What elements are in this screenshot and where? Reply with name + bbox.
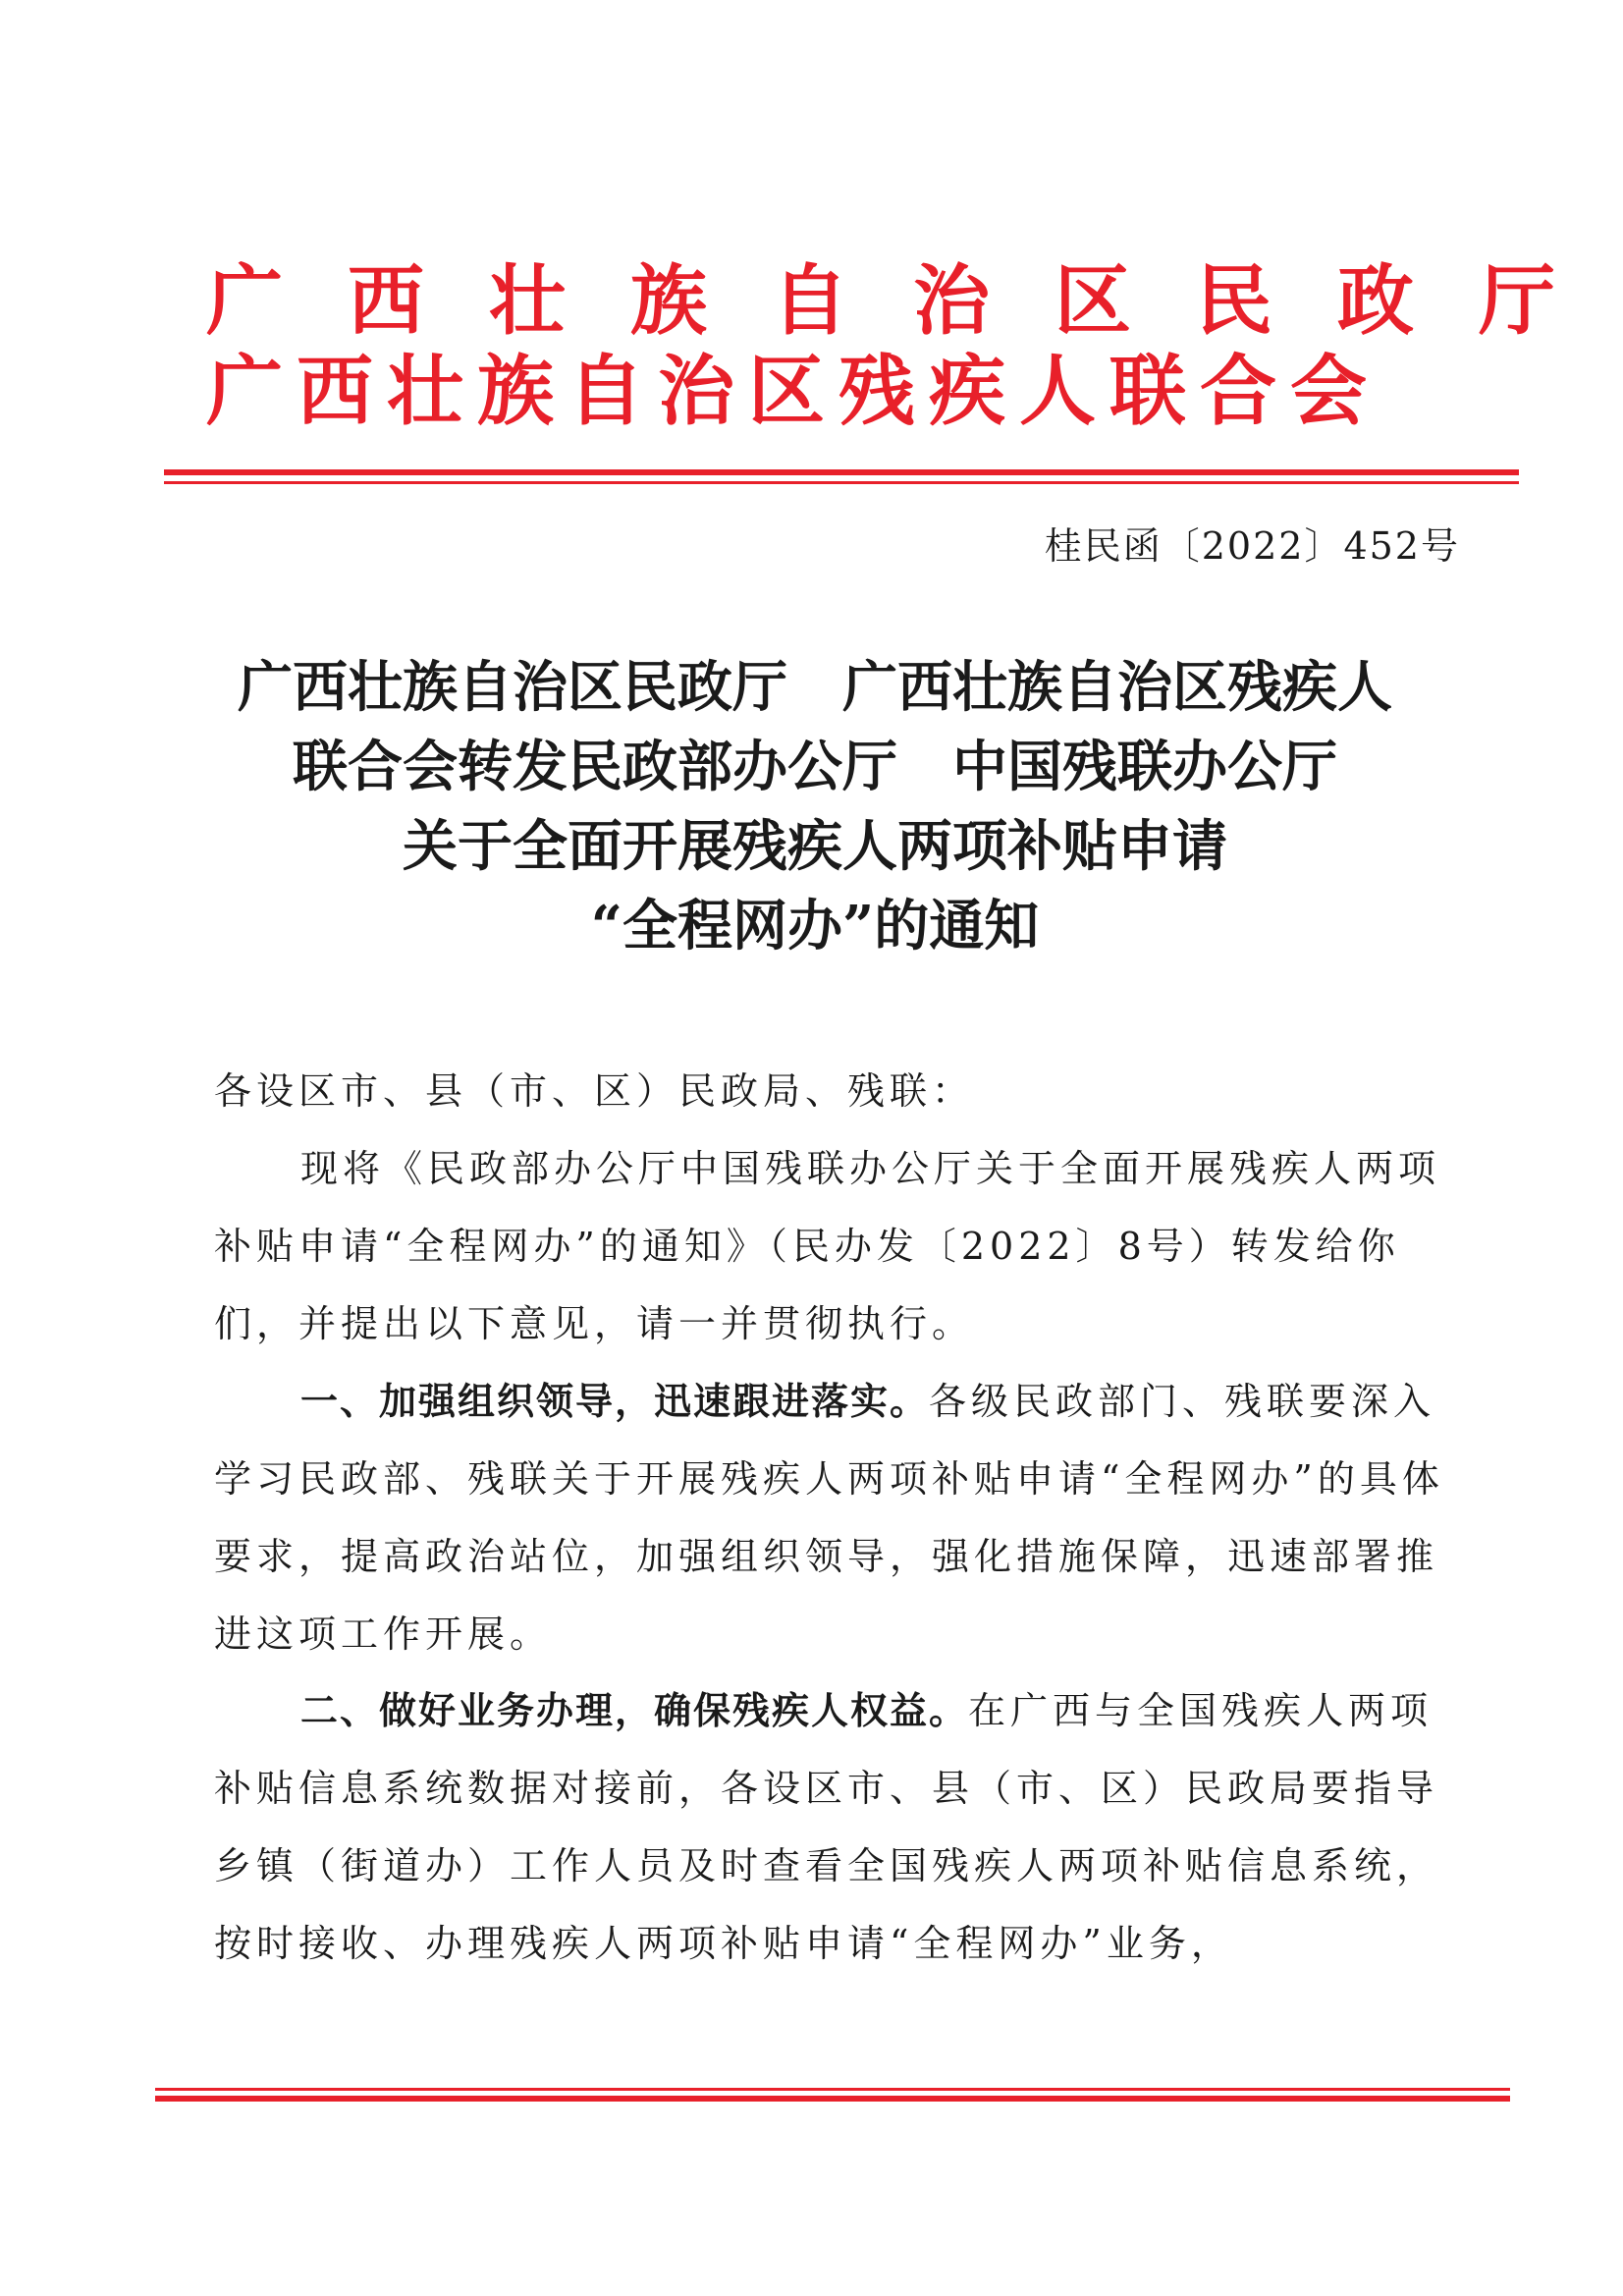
title-line: 联合会转发民政部办公厅 中国残联办公厅 xyxy=(293,735,1337,799)
paragraph-body: 在广西与全国残疾人两项补贴信息系统数据对接前，各设区市、县（市、区）民政局要指导乡镇（街道办）工作人员及时查看全国残疾人两项补贴信息系统，按时接收、办理残疾人两项补贴申请“全程网办”业务， xyxy=(214,1689,1439,1965)
issuer-header-civil-affairs: 广西壮族自治区民政厅 xyxy=(206,256,1621,346)
paragraph-intro: 现将《民政部办公厅中国残联办公厅关于全面开展残疾人两项补贴申请“全程网办”的通知》（民办发〔2022〕8号）转发给你们，并提出以下意见，请一并贯彻执行。 xyxy=(214,1147,1441,1345)
document-number: 桂民函〔2022〕452号 xyxy=(1044,524,1460,568)
paragraph-heading: 二、做好业务办理，确保残疾人权益。 xyxy=(300,1689,969,1732)
header-rule-bottom xyxy=(164,481,1519,484)
title-line: “全程网办”的通知 xyxy=(590,894,1040,958)
salutation: 各设区市、县（市、区）民政局、残联： xyxy=(214,1069,975,1113)
paragraph-heading: 一、加强组织领导，迅速跟进落实。 xyxy=(300,1380,930,1423)
issuer-header-disabled-federation: 广西壮族自治区残疾人联合会 xyxy=(206,347,1381,436)
paragraph-business xyxy=(214,1672,1451,1983)
footer-rule-bottom xyxy=(155,2096,1510,2102)
footer-rule-top xyxy=(155,2088,1510,2091)
title-line: 广西壮族自治区民政厅 广西壮族自治区残疾人 xyxy=(238,655,1392,720)
title-line: 关于全面开展残疾人两项补贴申请 xyxy=(403,814,1227,879)
header-rule-top xyxy=(164,469,1519,475)
paragraph-body: 各级民政部门、残联要深入学习民政部、残联关于开展残疾人两项补贴申请“全程网办”的具体要求，提高政治站位，加强组织领导，强化措施保障，迅速部署推进这项工作开展。 xyxy=(214,1380,1444,1656)
paragraph-organization xyxy=(214,1363,1451,1673)
document-title xyxy=(177,648,1453,966)
